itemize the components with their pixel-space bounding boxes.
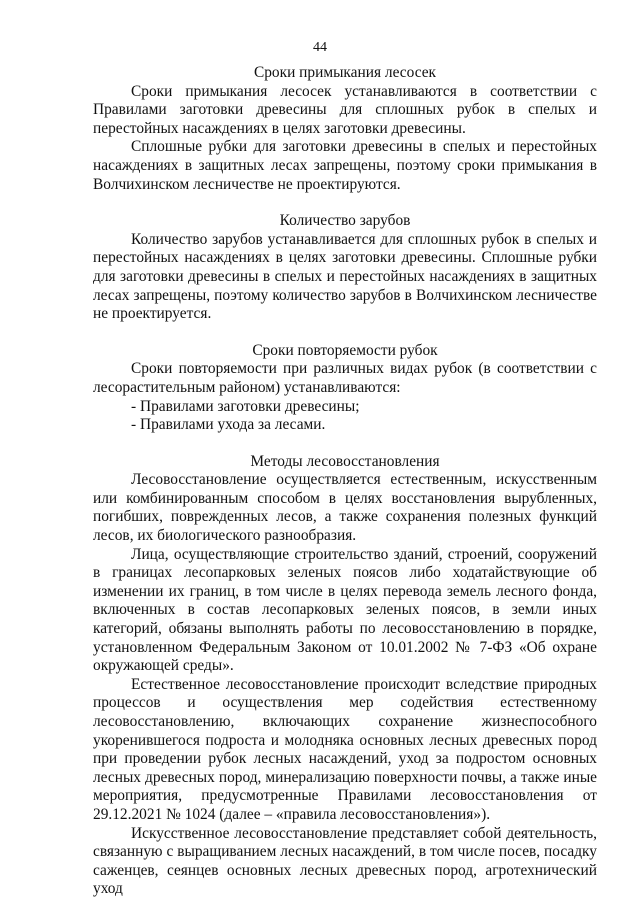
section-adjacency-terms <box>93 64 597 194</box>
paragraph: Лица, осуществляющие строительство зданий, строений, сооружений в границах лесопарковых зеленых поясов либо ходатайствующие об изменении их границ, в том числе в целях перевода земель лесного фонда, включенных в состав лесопарковых зеленых поясов, в земли иных категорий, обязаны выполнять работы по лесовосстановлению в порядке, установленном Федеральным Законом от 10.01.2002 № 7-ФЗ «Об охране окружающей среды». <box>93 545 597 675</box>
section-heading: Количество зарубов <box>279 212 411 230</box>
list-item: - Правилами ухода за лесами. <box>131 416 326 434</box>
section-cut-count <box>93 212 597 324</box>
paragraph: Сплошные рубки для заготовки древесины в спелых и перестойных насаждениях в защитных лесах запрещены, поэтому сроки примыкания в Волчихинском лесничестве не проектируются. <box>93 138 597 193</box>
section-heading: Методы лесовосстановления <box>250 452 440 470</box>
page-number: 44 <box>313 40 327 55</box>
paragraph: Лесовосстановление осуществляется естественным, искусственным или комбинированным способом в целях восстановления вырубленных, погибших, поврежденных лесов, а также сохранения полезных функций лесов, их биологического разнообразия. <box>93 471 597 545</box>
page-content <box>93 64 597 899</box>
section-heading: Сроки повторяемости рубок <box>252 341 438 359</box>
list-item: - Правилами заготовки древесины; <box>131 397 360 415</box>
paragraph: Сроки повторяемости при различных видах рубок (в соответствии с лесорастительным районом) устанавливаются: <box>93 360 597 396</box>
section-heading: Сроки примыкания лесосек <box>253 64 437 81</box>
paragraph: Естественное лесовосстановление происходит вследствие природных процессов и осуществления мер содействия естественному лесовосстановлению, включающих сохранение жизнеспособного укоренившегося подроста и молодняка основных лесных древесных пород при проведении рубок лесных насаждений, уход за подростом основных лесных древесных пород, минерализацию поверхности почвы, а также иные мероприятия, предусмотренные Правилами лесовосстановления от 29.12.2021 № 1024 (далее – «правила лесовосстановления»). <box>93 675 597 823</box>
section-cut-repeat-terms <box>93 342 597 435</box>
section-reforestation-methods <box>93 453 597 899</box>
paragraph: Искусственное лесовосстановление представляет собой деятельность, связанную с выращиванием лесных насаждений, в том числе посев, посадку саженцев, сеянцев основных лесных древесных пород, агротехнический уход <box>93 824 597 898</box>
paragraph: Количество зарубов устанавливается для сплошных рубок в спелых и перестойных насаждениях в целях заготовки древесины. Сплошные рубки для заготовки древесины в спелых и перестойных насаждениях в защитных лесах запрещены, поэтому количество зарубов в Волчихинском лесничестве не проектируется. <box>93 230 597 323</box>
paragraph: Сроки примыкания лесосек устанавливаются в соответствии с Правилами заготовки древесины для сплошных рубок в спелых и перестойных насаждениях в целях заготовки древесины. <box>93 82 597 137</box>
